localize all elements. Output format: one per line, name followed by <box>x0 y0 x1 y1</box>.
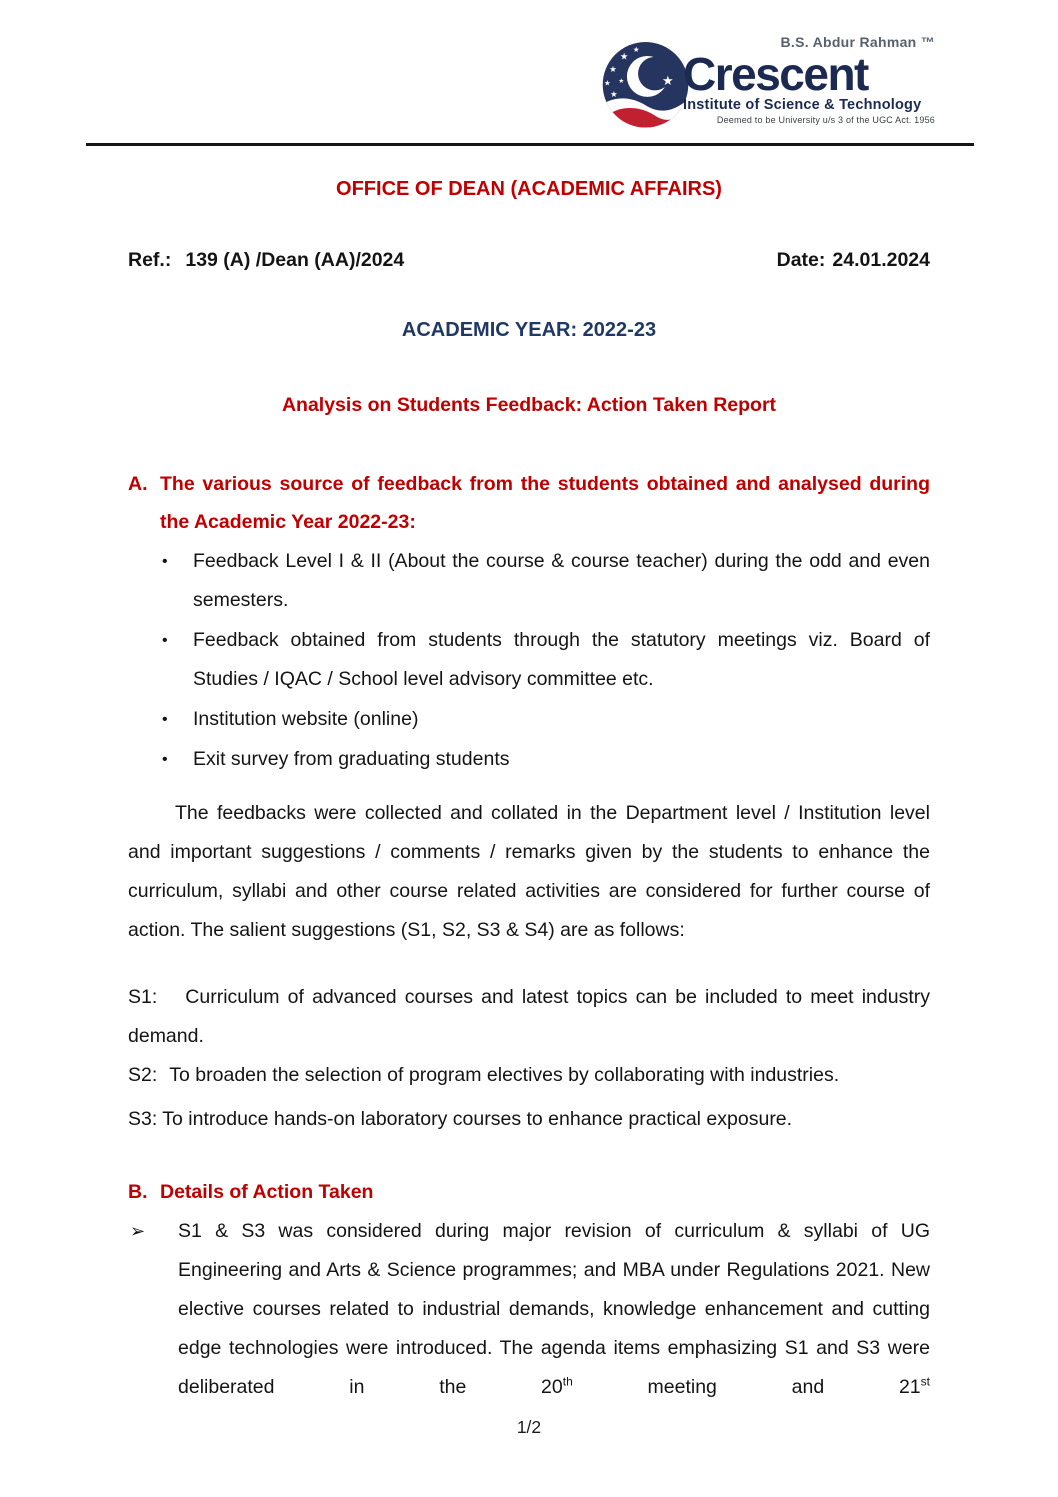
bullet-icon: • <box>162 632 168 649</box>
action-text-part1: S1 & S3 was considered during major revision of curriculum & syllabi of UG Engineering and Arts & Science programmes; and MBA under Regulations 2021. New elective courses related to industrial demands, knowledge enhancement and cutting edge technologies were introduced. The agenda items emphasizing S1 and S3 were deliberated in the 20 <box>178 1220 930 1398</box>
reference-number <box>128 247 404 273</box>
logo-trademark: B.S. Abdur Rahman ™ <box>780 34 935 50</box>
svg-text:★: ★ <box>609 63 617 74</box>
suggestion-s1-label: S1: <box>128 986 158 1008</box>
bullet-icon: • <box>162 751 168 768</box>
list-item <box>128 700 930 739</box>
date-value: 24.01.2024 <box>832 249 930 271</box>
bullet-icon: • <box>162 553 168 570</box>
list-item-text: Institution website (online) <box>193 708 419 730</box>
letterhead <box>0 0 1058 150</box>
logo-subtitle: Institute of Science & Technology <box>683 97 922 113</box>
ordinal-superscript: st <box>920 1374 930 1389</box>
suggestion-s2 <box>128 1056 930 1095</box>
list-item-text: Exit survey from graduating students <box>193 748 510 770</box>
logo-text-block <box>683 34 935 126</box>
letterhead-rule <box>86 143 974 146</box>
action-taken-item <box>128 1212 930 1407</box>
section-b-heading <box>128 1173 930 1212</box>
list-item <box>128 740 930 779</box>
suggestion-s2-label: S2: <box>128 1064 158 1086</box>
section-b-heading-text: Details of Action Taken <box>160 1181 374 1203</box>
section-b-marker: B. <box>128 1181 148 1203</box>
collation-paragraph: The feedbacks were collected and collated in the Department level / Institution level and important suggestions / comments / remarks given by the students to enhance the curriculum, syllabi and other course related activities are considered for further course of action. The salient suggestions (S1, S2, S3 & S4) are as follows: <box>128 802 930 941</box>
date-label: Date: <box>776 249 826 271</box>
section-a-heading-text: The various source of feedback from the students obtained and analysed during the Academic Year 2022-23: <box>160 473 930 533</box>
report-title: Analysis on Students Feedback: Action Taken Report <box>281 394 777 416</box>
suggestion-s2-text: To broaden the selection of program electives by collaborating with industries. <box>169 1064 840 1086</box>
ref-label: Ref.: <box>128 249 172 271</box>
list-item-text: Feedback obtained from students through the statutory meetings viz. Board of Studies / IQAC / School level advisory committee etc. <box>193 629 930 690</box>
suggestion-s1-text: Curriculum of advanced courses and latest topics can be included to meet industry demand. <box>128 986 930 1047</box>
list-item <box>128 621 930 699</box>
suggestion-s3 <box>128 1100 930 1139</box>
document-body <box>128 160 930 1439</box>
action-text-part2: meeting and 21 <box>572 1376 921 1398</box>
svg-text:★: ★ <box>661 73 674 89</box>
action-taken-text <box>178 1212 930 1407</box>
svg-text:★: ★ <box>610 88 618 99</box>
section-a-marker: A. <box>128 473 148 495</box>
ref-value: 139 (A) /Dean (AA)/2024 <box>185 249 405 271</box>
list-item <box>128 542 930 620</box>
ref-date-row <box>128 247 930 273</box>
svg-text:★: ★ <box>632 45 640 55</box>
svg-text:★: ★ <box>619 51 629 63</box>
office-title: OFFICE OF DEAN (ACADEMIC AFFAIRS) <box>336 178 722 200</box>
logo-brand-name: Crescent <box>683 48 868 100</box>
academic-year-title: ACADEMIC YEAR: 2022-23 <box>401 319 657 341</box>
suggestion-s1 <box>128 978 930 1056</box>
svg-text:★: ★ <box>604 78 611 88</box>
svg-text:★: ★ <box>618 76 625 85</box>
section-a-heading <box>128 465 930 541</box>
arrow-bullet-icon: ➢ <box>130 1221 146 1241</box>
suggestion-s3-label: S3: <box>128 1108 158 1130</box>
ordinal-superscript: th <box>562 1374 573 1389</box>
feedback-sources-list <box>128 542 930 779</box>
page-number: 1/2 <box>516 1417 542 1437</box>
list-item-text: Feedback Level I & II (About the course & course teacher) during the odd and even semesters. <box>193 550 930 611</box>
logo-tagline: Deemed to be University u/s 3 of the UGC Act. 1956 <box>716 115 935 125</box>
document-date <box>777 247 930 273</box>
crescent-moon-stars-logo-icon <box>599 41 692 136</box>
bullet-icon: • <box>162 711 168 728</box>
suggestion-s3-text: To introduce hands-on laboratory courses to enhance practical exposure. <box>162 1108 793 1130</box>
